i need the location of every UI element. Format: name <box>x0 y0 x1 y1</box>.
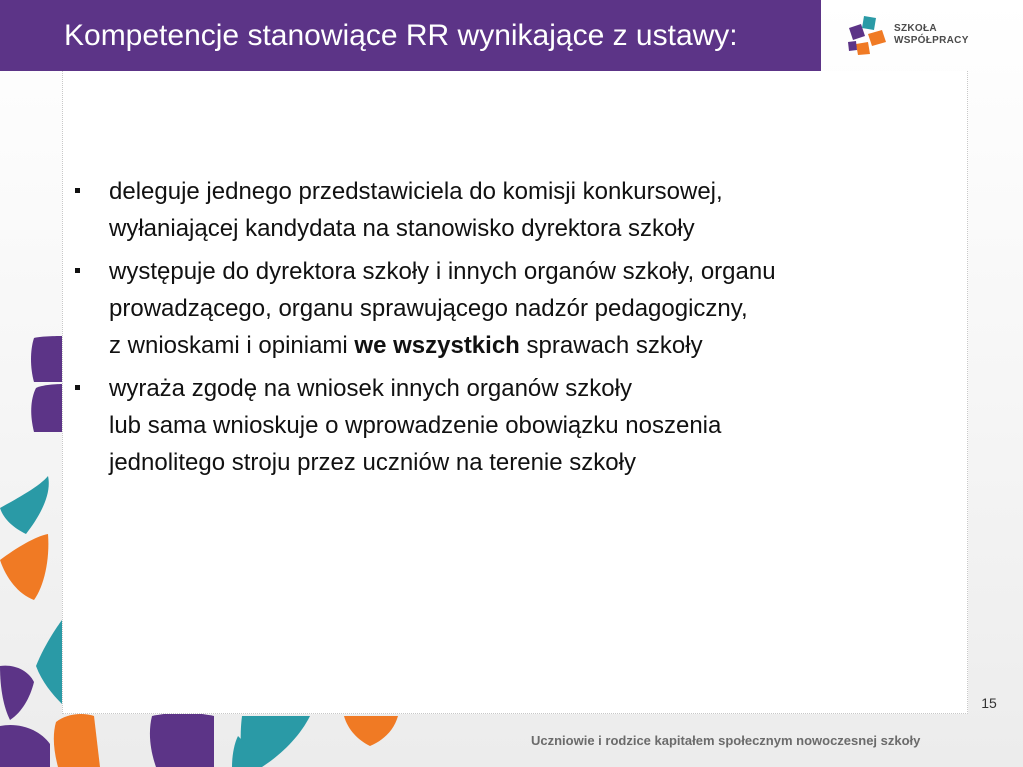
bullet-text: sprawach szkoły <box>519 332 703 359</box>
logo-petal-orange <box>856 42 870 55</box>
bullet-item <box>75 370 965 481</box>
orange-leaf-shape <box>54 714 100 767</box>
purple-leaf-shape <box>31 336 62 382</box>
orange-leaf-shape <box>344 716 398 746</box>
purple-leaf-shape <box>0 666 34 720</box>
orange-leaf-shape <box>0 534 48 600</box>
purple-leaf-shape <box>150 713 214 767</box>
logo-line-1: SZKOŁA <box>894 23 937 34</box>
bullet-line: występuje do dyrektora szkoły i innych organów szkoły, organu <box>109 258 776 285</box>
bullet-line: lub sama wnioskuje o wprowadzenie obowiązku noszenia <box>109 412 722 439</box>
logo-icon <box>846 14 888 56</box>
szkola-wspolpracy-logo <box>846 12 969 58</box>
purple-leaf-shape <box>31 384 62 432</box>
teal-leaf-shape <box>36 620 62 704</box>
bullet-square-icon <box>75 385 80 390</box>
logo-petal-orange <box>868 30 886 46</box>
bullet-line: wyłaniającej kandydata na stanowisko dyrektora szkoły <box>109 215 695 242</box>
footer-slogan: Uczniowie i rodzice kapitałem społecznym nowoczesnej szkoły <box>531 733 921 748</box>
teal-leaf-shape <box>0 476 49 534</box>
emphasis-text: we wszystkich <box>354 332 520 359</box>
bullet-item <box>75 253 965 364</box>
content-area <box>62 71 968 714</box>
logo-wordmark <box>894 23 969 47</box>
slide-title: Kompetencje stanowiące RR wynikające z ustawy: <box>64 18 738 52</box>
purple-leaf-shape <box>0 725 50 767</box>
title-bar <box>0 0 821 71</box>
logo-petal-teal <box>862 16 876 30</box>
bullet-line: jednolitego stroju przez uczniów na terenie szkoły <box>109 449 636 476</box>
bullet-text: z wnioskami i opiniami <box>109 332 355 359</box>
bullet-list <box>75 173 965 487</box>
bullet-line: wyraża zgodę na wniosek innych organów szkoły <box>109 375 632 402</box>
page-number: 15 <box>981 695 997 711</box>
bullet-line: prowadzącego, organu sprawującego nadzór pedagogiczny, <box>109 295 748 322</box>
bullet-square-icon <box>75 268 80 273</box>
bullet-square-icon <box>75 188 80 193</box>
bullet-line-mixed <box>109 327 965 364</box>
bullet-item <box>75 173 965 247</box>
logo-petal-purple <box>848 41 857 51</box>
bullet-line: deleguje jednego przedstawiciela do komisji konkursowej, <box>109 178 723 205</box>
logo-line-2: WSPÓŁPRACY <box>894 35 969 46</box>
